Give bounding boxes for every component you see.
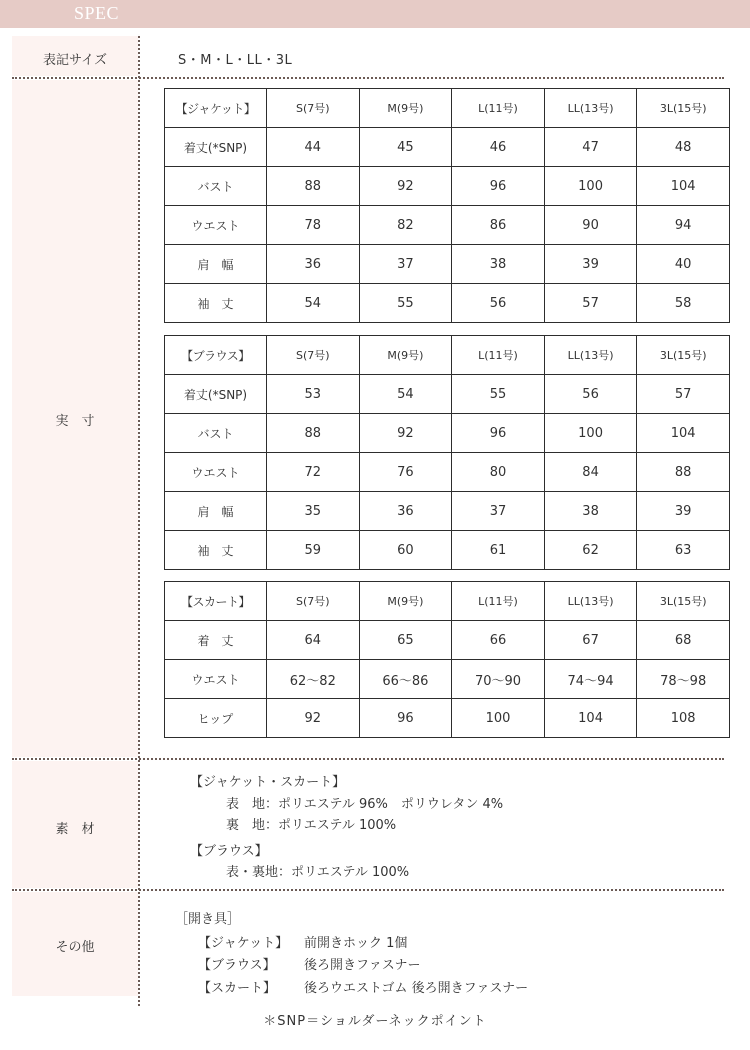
table-row: [165, 699, 730, 738]
table-cell: 37: [452, 492, 545, 531]
table-cell: 76: [359, 453, 452, 492]
column-header: S(7号): [267, 582, 360, 621]
table-cell: 58: [637, 284, 730, 323]
table-cell: 38: [544, 492, 637, 531]
table-row: [165, 375, 730, 414]
row-label-sizes: 表記サイズ: [43, 53, 107, 68]
table-cell: 96: [359, 699, 452, 738]
table-cell: 55: [452, 375, 545, 414]
table-cell: 108: [637, 699, 730, 738]
divider-measurements: [12, 758, 724, 760]
table-cell: 54: [267, 284, 360, 323]
table-cell: 86: [452, 206, 545, 245]
table-header-row: [165, 336, 730, 375]
table-cell: 96: [452, 414, 545, 453]
row-header: ウエスト: [165, 453, 267, 492]
table-cell: 78〜98: [637, 660, 730, 699]
table-row: [165, 128, 730, 167]
table-cell: 88: [637, 453, 730, 492]
table-row: [165, 206, 730, 245]
table-header-row: [165, 582, 730, 621]
row-header: 着丈(*SNP): [165, 375, 267, 414]
row-header: ウエスト: [165, 660, 267, 699]
material-lining: 裏 地：ポリエステル 100%: [226, 818, 397, 833]
table-cell: 72: [267, 453, 360, 492]
table-cell: 104: [544, 699, 637, 738]
table-cell: 82: [359, 206, 452, 245]
table-cell: 84: [544, 453, 637, 492]
table-cell: 63: [637, 531, 730, 570]
material-blouse-fabric: 表・裏地：ポリエステル 100%: [226, 865, 410, 880]
table-row: [165, 492, 730, 531]
column-header: LL(13号): [544, 336, 637, 375]
table-row: [165, 531, 730, 570]
row-header: バスト: [165, 414, 267, 453]
table-cell: 37: [359, 245, 452, 284]
table-cell: 39: [544, 245, 637, 284]
blouse-size-table: [164, 335, 730, 570]
divider-material: [12, 889, 724, 891]
sizes-value: S・M・L・LL・3L: [178, 53, 293, 68]
table-cell: 35: [267, 492, 360, 531]
row-header: バスト: [165, 167, 267, 206]
table-cell: 38: [452, 245, 545, 284]
row-header: 肩 幅: [165, 245, 267, 284]
table-cell: 54: [359, 375, 452, 414]
table-cell: 61: [452, 531, 545, 570]
other-item-label: 【ブラウス】: [198, 958, 276, 973]
column-header: 3L(15号): [637, 89, 730, 128]
table-cell: 88: [267, 414, 360, 453]
table-cell: 70〜90: [452, 660, 545, 699]
table-cell: 57: [637, 375, 730, 414]
column-header: LL(13号): [544, 582, 637, 621]
column-header: 3L(15号): [637, 336, 730, 375]
table-cell: 62: [544, 531, 637, 570]
table-category: 【スカート】: [165, 582, 267, 621]
table-cell: 100: [544, 414, 637, 453]
material-jacket-skirt-title: 【ジャケット・スカート】: [190, 775, 346, 790]
column-header: M(9号): [359, 89, 452, 128]
column-header: M(9号): [359, 336, 452, 375]
row-label-material: 素 材: [55, 822, 95, 837]
column-header: S(7号): [267, 89, 360, 128]
other-item-value: 後ろウエストゴム 後ろ開きファスナー: [304, 981, 529, 996]
table-cell: 64: [267, 621, 360, 660]
column-header: L(11号): [452, 336, 545, 375]
column-header: LL(13号): [544, 89, 637, 128]
spec-header-bar: [0, 0, 750, 28]
spec-title: SPEC: [74, 3, 120, 23]
table-cell: 90: [544, 206, 637, 245]
other-item-label: 【ジャケット】: [198, 936, 289, 951]
table-row: [165, 284, 730, 323]
row-label-measurements: 実 寸: [55, 414, 95, 429]
jacket-size-table: [164, 88, 730, 323]
table-cell: 57: [544, 284, 637, 323]
column-header: M(9号): [359, 582, 452, 621]
table-cell: 100: [544, 167, 637, 206]
table-cell: 88: [267, 167, 360, 206]
column-header: L(11号): [452, 89, 545, 128]
other-title: ［開き具］: [175, 912, 241, 927]
table-category: 【ブラウス】: [165, 336, 267, 375]
row-label-other: その他: [55, 940, 95, 955]
row-header: ヒップ: [165, 699, 267, 738]
vertical-divider: [138, 36, 140, 1006]
table-row: [165, 167, 730, 206]
row-header: 着丈(*SNP): [165, 128, 267, 167]
other-item-value: 後ろ開きファスナー: [304, 958, 421, 973]
table-cell: 67: [544, 621, 637, 660]
table-cell: 48: [637, 128, 730, 167]
row-header: 袖 丈: [165, 531, 267, 570]
footnote: ＊SNP＝ショルダーネックポイント: [263, 1014, 487, 1029]
table-row: [165, 453, 730, 492]
table-cell: 80: [452, 453, 545, 492]
table-cell: 56: [544, 375, 637, 414]
table-cell: 74〜94: [544, 660, 637, 699]
table-header-row: [165, 89, 730, 128]
table-row: [165, 621, 730, 660]
table-cell: 47: [544, 128, 637, 167]
divider-sizes: [12, 77, 724, 79]
other-item-value: 前開きホック 1個: [304, 936, 408, 951]
table-cell: 92: [359, 414, 452, 453]
material-outer: 表 地：ポリエステル 96% ポリウレタン 4%: [226, 797, 504, 812]
row-header: 袖 丈: [165, 284, 267, 323]
table-cell: 45: [359, 128, 452, 167]
row-header: 着 丈: [165, 621, 267, 660]
row-header: 肩 幅: [165, 492, 267, 531]
table-cell: 62〜82: [267, 660, 360, 699]
table-cell: 56: [452, 284, 545, 323]
table-category: 【ジャケット】: [165, 89, 267, 128]
table-cell: 59: [267, 531, 360, 570]
table-cell: 92: [359, 167, 452, 206]
table-cell: 46: [452, 128, 545, 167]
table-cell: 66〜86: [359, 660, 452, 699]
table-cell: 55: [359, 284, 452, 323]
table-row: [165, 414, 730, 453]
table-cell: 40: [637, 245, 730, 284]
table-cell: 104: [637, 414, 730, 453]
table-cell: 53: [267, 375, 360, 414]
skirt-size-table: [164, 581, 730, 738]
table-cell: 66: [452, 621, 545, 660]
other-item-label: 【スカート】: [198, 981, 277, 996]
table-cell: 39: [637, 492, 730, 531]
material-blouse-title: 【ブラウス】: [190, 844, 268, 859]
table-cell: 78: [267, 206, 360, 245]
table-cell: 92: [267, 699, 360, 738]
table-cell: 65: [359, 621, 452, 660]
table-cell: 60: [359, 531, 452, 570]
table-cell: 68: [637, 621, 730, 660]
table-row: [165, 245, 730, 284]
table-cell: 44: [267, 128, 360, 167]
column-header: 3L(15号): [637, 582, 730, 621]
table-cell: 36: [359, 492, 452, 531]
table-cell: 96: [452, 167, 545, 206]
column-header: L(11号): [452, 582, 545, 621]
table-cell: 100: [452, 699, 545, 738]
table-row: [165, 660, 730, 699]
column-header: S(7号): [267, 336, 360, 375]
table-cell: 104: [637, 167, 730, 206]
table-cell: 36: [267, 245, 360, 284]
table-cell: 94: [637, 206, 730, 245]
row-header: ウエスト: [165, 206, 267, 245]
